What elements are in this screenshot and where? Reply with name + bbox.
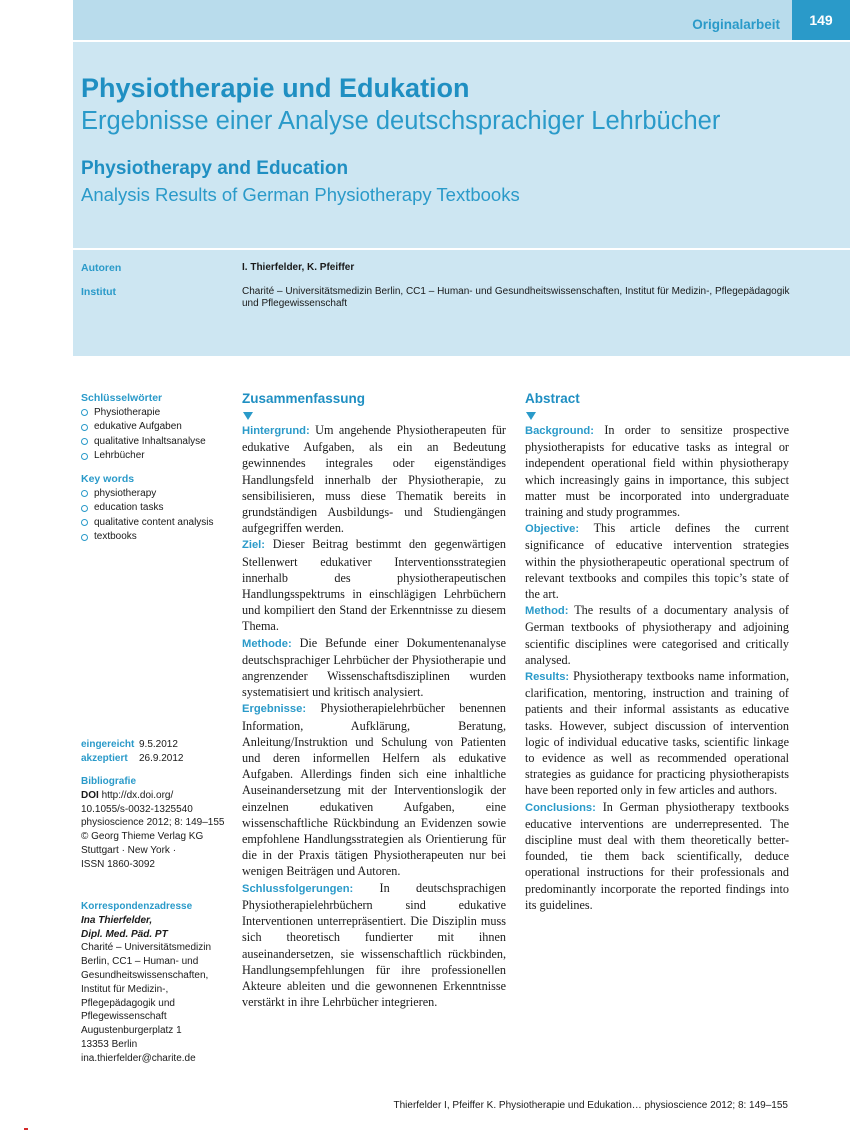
address-line: Charité – Universitätsmedizin xyxy=(81,942,212,954)
keyword-item: edukative Aufgaben xyxy=(81,420,231,435)
copyright: © Georg Thieme Verlag KG xyxy=(81,831,204,843)
doi-value[interactable]: 10.1055/s-0032-1325540 xyxy=(81,803,193,815)
abstract-section: Method: The results of a documentary analysis of German textbooks of physiotherapy and adjoining scientific disciplines were categorised and critically analysed. xyxy=(525,603,789,667)
bibliography xyxy=(81,775,231,872)
address-line: Institut für Medizin-, xyxy=(81,983,169,995)
keyword-item: qualitative content analysis xyxy=(81,516,231,531)
publisher-location: Stuttgart · New York · xyxy=(81,844,177,856)
keywords-en xyxy=(81,472,231,545)
abstract-german xyxy=(242,390,506,1010)
keyword-item: Physiotherapie xyxy=(81,406,231,421)
accepted-label: akzeptiert xyxy=(81,753,128,764)
bullet-icon xyxy=(81,519,88,526)
bullet-icon xyxy=(81,438,88,445)
email-link[interactable]: ina.thierfelder@charite.de xyxy=(81,1052,196,1064)
title-english: Physiotherapy and Education xyxy=(81,158,349,179)
footer-citation: Thierfelder I, Pfeiffer K. Physiotherapie und Edukation… physioscience 2012; 8: 149–155 xyxy=(393,1100,788,1111)
triangle-down-icon xyxy=(243,412,253,420)
address-line: 13353 Berlin xyxy=(81,1038,138,1050)
page-number: 149 xyxy=(792,0,850,40)
triangle-down-icon xyxy=(526,412,536,420)
abstract-section: Ergebnisse: Physiotherapielehrbücher benennen Information, Aufklärung, Beratung, Anleitung/Instruktion und Schulung von Patienten und deren informellen Helfern als edukative Aufgaben. Allerdings finden sich eine inhaltliche Auseinandersetzung mit der Interventionslogik der einzelnen edukativen Aufgaben, eine wissenschaftliche Rückbindung an Evidenzen sowie empfohlene Handlungsstrategien als Orientierung für die in der Praxis tätigen Physiotherapeuten nur bei wenigen Beiträgen und Autoren. xyxy=(242,701,506,879)
authors-label: Autoren xyxy=(81,262,122,274)
doi-label: DOI xyxy=(81,789,99,801)
issn: ISSN 1860-3092 xyxy=(81,858,155,870)
authors: I. Thierfelder, K. Pfeiffer xyxy=(242,262,355,273)
correspondence-label: Korrespondenzadresse xyxy=(81,901,193,912)
keywords-en-label: Key words xyxy=(81,473,135,485)
keywords-de xyxy=(81,391,231,464)
abstract-section: Schlussfolgerungen: In deutschsprachigen Physiotherapielehrbüchern sind edukative Interventionen unterrepräsentiert. Die Disziplin muss sich theoretisch fundierter mit ihnen auseinandersetzen, sie wissenschaftlich rückbinden, Handlungsempfehlungen für ihre professionellen Akteure ableiten und die gewonnenen Erkenntnisse verstärkt in ihre Lehrbücher integrieren. xyxy=(242,880,506,1010)
accepted-date: 26.9.2012 xyxy=(139,753,184,764)
edge-mark xyxy=(24,1128,28,1130)
dates xyxy=(81,738,184,766)
abstract-section: Results: Physiotherapy textbooks name information, clarification, mentoring, instruction and training of patients and their informal assistants as educative tasks. However, subject discussion of intervention logic of individual educative tasks, scientific linkage to evidence as well as recommended operational strategies as guidance for practicing physiotherapists have been reported only in few articles and authors. xyxy=(525,669,789,798)
abstract-section: Conclusions: In German physiotherapy textbooks educative interventions are underrepresented. The discipline must deal with them theoretically better-founded, tie them back scientifically, deduce operational instructions for their professionals and predominantly incorporate the reported findings into its guidelines. xyxy=(525,799,789,912)
keyword-item: qualitative Inhaltsanalyse xyxy=(81,435,231,450)
keywords-de-label: Schlüsselwörter xyxy=(81,392,163,404)
citation: physioscience 2012; 8: 149–155 xyxy=(81,817,225,829)
address-line: Berlin, CC1 – Human- und xyxy=(81,956,199,968)
bullet-icon xyxy=(81,505,88,512)
received-date: 9.5.2012 xyxy=(139,739,178,750)
abstract-english xyxy=(525,390,789,913)
abstract-section: Hintergrund: Um angehende Physiotherapeuten für edukative Aufgaben, als ein an Bedeutung gewinnendes integrales oder eigenständiges Handlungsfeld innerhalb der Physiotherapie, zu sensibilisieren, muss diese Thematik bereits in grundständigen Ausbildungs- und Studiengängen aufgegriffen werden. xyxy=(242,423,506,536)
bullet-icon xyxy=(81,409,88,416)
bullet-icon xyxy=(81,453,88,460)
bibliography-label: Bibliografie xyxy=(81,776,137,787)
abstract-section: Ziel: Dieser Beitrag bestimmt den gegenwärtigen Stellenwert edukativer Interventionsstrategien innerhalb des physiotherapeutischen Handlungsspektrums in einschlägigen Lehrbüchern und kompiliert den Stand der Erkenntnisse zu diesem Thema. xyxy=(242,537,507,634)
address-line: Pflegewissenschaft xyxy=(81,1011,167,1023)
bullet-icon xyxy=(81,534,88,541)
institute: Charité – Universitätsmedizin Berlin, CC1 – Human- und Gesundheitswissenschaften, Institut für Medizin-, Pflegepädagogik und Pflegewissenschaft xyxy=(242,286,790,309)
institute-label: Institut xyxy=(81,286,116,298)
correspondence-name: Ina Thierfelder, xyxy=(81,914,153,926)
bullet-icon xyxy=(81,490,88,497)
abstract-section: Background: In order to sensitize prospective physiotherapists for educative tasks as integral or independent operational field within physiotherapy which increasingly gains in importance, this subject matter must be incorporated into undergraduate training and study programmes. xyxy=(525,423,790,520)
address-line: Pflegepädagogik und xyxy=(81,997,175,1009)
received-label: eingereicht xyxy=(81,739,135,750)
doi-link[interactable]: http://dx.doi.org/ xyxy=(101,789,174,801)
correspondence xyxy=(81,900,231,1066)
keyword-item: textbooks xyxy=(81,530,231,545)
abstract-english-heading: Abstract xyxy=(525,391,580,406)
keyword-item: Lehrbücher xyxy=(81,449,231,464)
section-label: Originalarbeit xyxy=(692,17,780,32)
subtitle-german: Ergebnisse einer Analyse deutschsprachiger Lehrbücher xyxy=(81,107,721,135)
abstract-german-heading: Zusammenfassung xyxy=(242,391,366,406)
keyword-item: education tasks xyxy=(81,501,231,516)
correspondence-degree: Dipl. Med. Päd. PT xyxy=(81,928,168,940)
address-line: Augustenburgerplatz 1 xyxy=(81,1025,182,1037)
abstract-section: Objective: This article defines the current significance of educative intervention strategies within the physiotherapeutic operational spectrum of relevant textbooks and compiles this topic’s state of the art. xyxy=(525,521,789,602)
title-german: Physiotherapie und Edukation xyxy=(81,73,470,103)
keyword-item: physiotherapy xyxy=(81,487,231,502)
address-line: Gesundheitswissenschaften, xyxy=(81,969,209,981)
abstract-section: Methode: Die Befunde einer Dokumentenanalyse deutschsprachiger Lehrbücher der Physiotherapie und angrenzender Wissenschaftsdisziplinen wurden systematisiert und kritisch analysiert. xyxy=(242,635,506,700)
subtitle-english: Analysis Results of German Physiotherapy Textbooks xyxy=(81,184,520,205)
bullet-icon xyxy=(81,424,88,431)
